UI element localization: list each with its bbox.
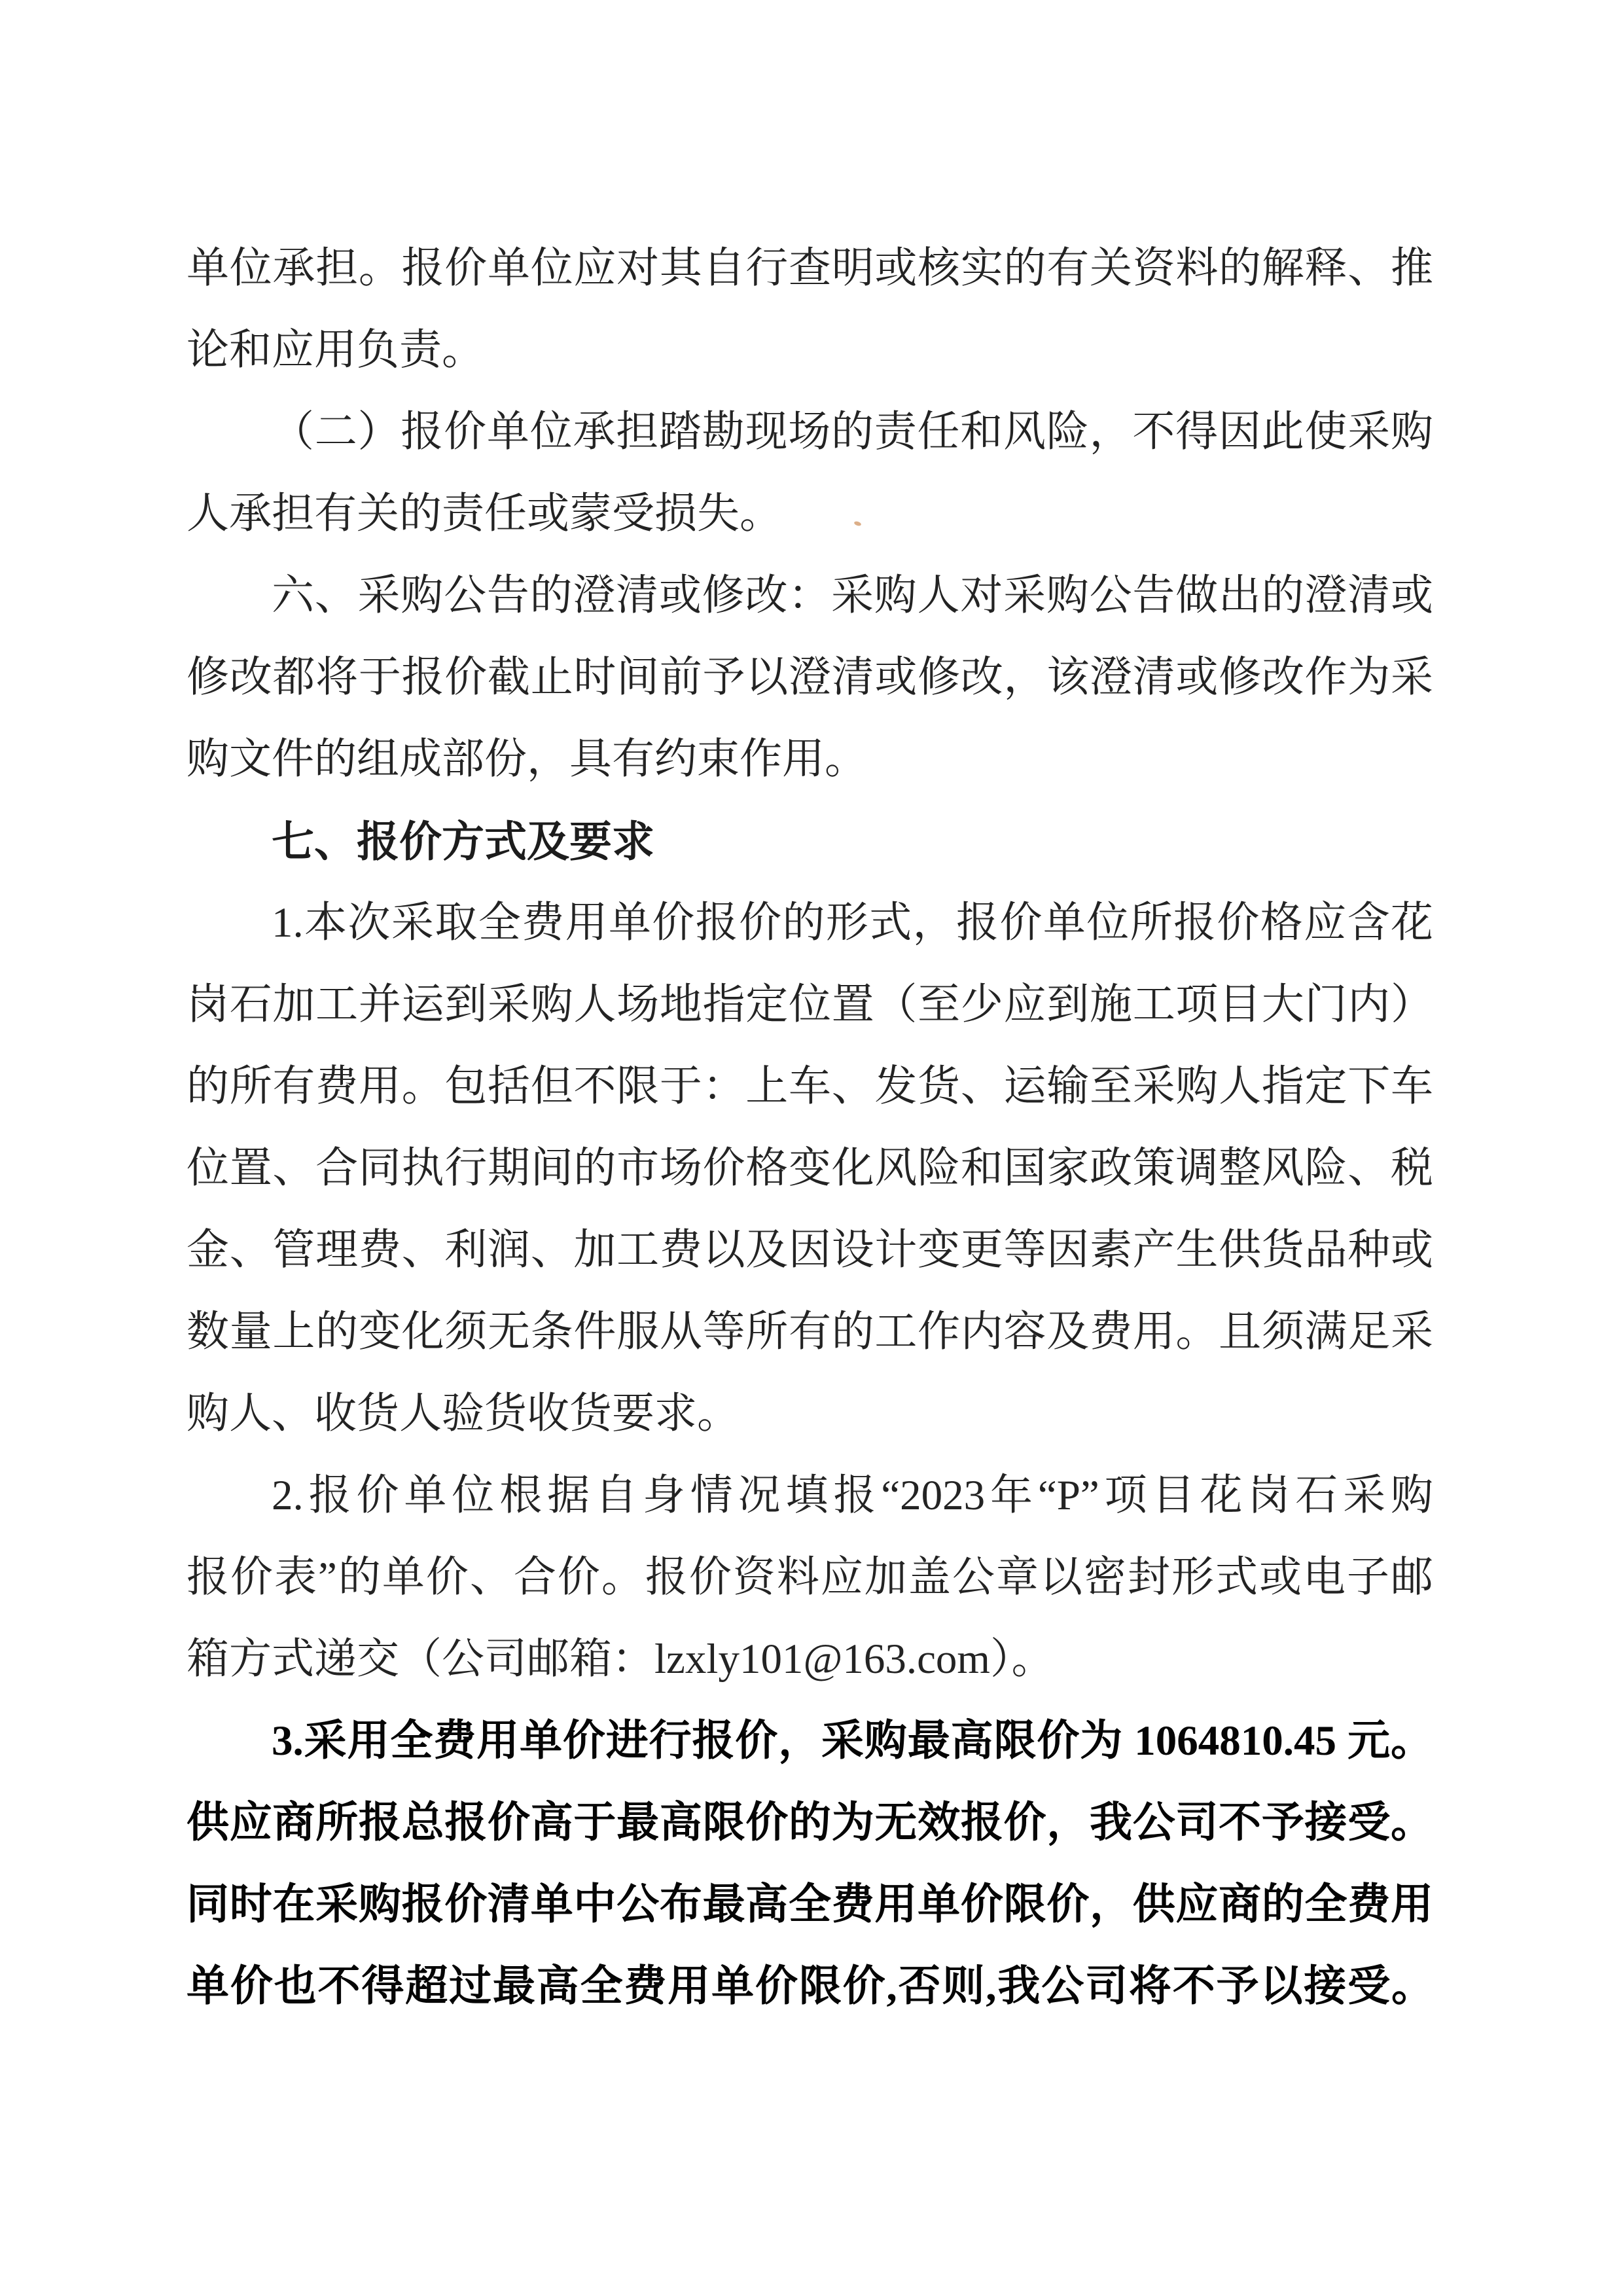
text-line-9: 1.本次采取全费用单价报价的形式，报价单位所报价格应含花	[272, 899, 1433, 946]
text-line-10: 岗石加工并运到采购人场地指定位置（至少应到施工项目大门内）	[187, 981, 1433, 1028]
text-line-2: 论和应用负责。	[187, 327, 485, 374]
text-line-19: 3.采用全费用单价进行报价，采购最高限价为 1064810.45 元。	[272, 1717, 1433, 1765]
text-line-7: 购文件的组成部份，具有约束作用。	[187, 736, 868, 783]
text-line-16: 2.报价单位根据自身情况填报“2023年“P”项目花岗石采购	[272, 1472, 1433, 1519]
text-line-14: 数量上的变化须无条件服从等所有的工作内容及费用。且须满足采	[187, 1308, 1433, 1355]
document-body	[187, 228, 1433, 2028]
text-line-22: 单价也不得超过最高全费用单价限价,否则,我公司将不予以接受。	[187, 1963, 1433, 2010]
text-line-11: 的所有费用。包括但不限于：上车、发货、运输至采购人指定下车	[187, 1063, 1433, 1110]
text-line-18: 箱方式递交（公司邮箱：lzxly101@163.com）。	[187, 1636, 1054, 1683]
text-line-1: 单位承担。报价单位应对其自行查明或核实的有关资料的解释、推	[187, 245, 1433, 292]
text-line-6: 修改都将于报价截止时间前予以澄清或修改，该澄清或修改作为采	[187, 654, 1433, 701]
text-line-20: 供应商所报总报价高于最高限价的为无效报价，我公司不予接受。	[187, 1799, 1433, 1846]
text-line-21: 同时在采购报价清单中公布最高全费用单价限价，供应商的全费用	[187, 1881, 1433, 1928]
text-line-4: 人承担有关的责任或蒙受损失。	[187, 490, 783, 537]
text-line-17: 报价表”的单价、合价。报价资料应加盖公章以密封形式或电子邮	[187, 1554, 1433, 1601]
text-line-15: 购人、收货人验货收货要求。	[187, 1390, 740, 1437]
text-line-12: 位置、合同执行期间的市场价格变化风险和国家政策调整风险、税	[187, 1145, 1433, 1192]
text-line-13: 金、管理费、利润、加工费以及因设计变更等因素产生供货品种或	[187, 1227, 1433, 1274]
text-line-5: 六、采购公告的澄清或修改：采购人对采购公告做出的澄清或	[272, 572, 1433, 619]
text-line-3: （二）报价单位承担踏勘现场的责任和风险，不得因此使采购	[272, 408, 1433, 456]
section-heading: 七、报价方式及要求	[272, 817, 655, 865]
